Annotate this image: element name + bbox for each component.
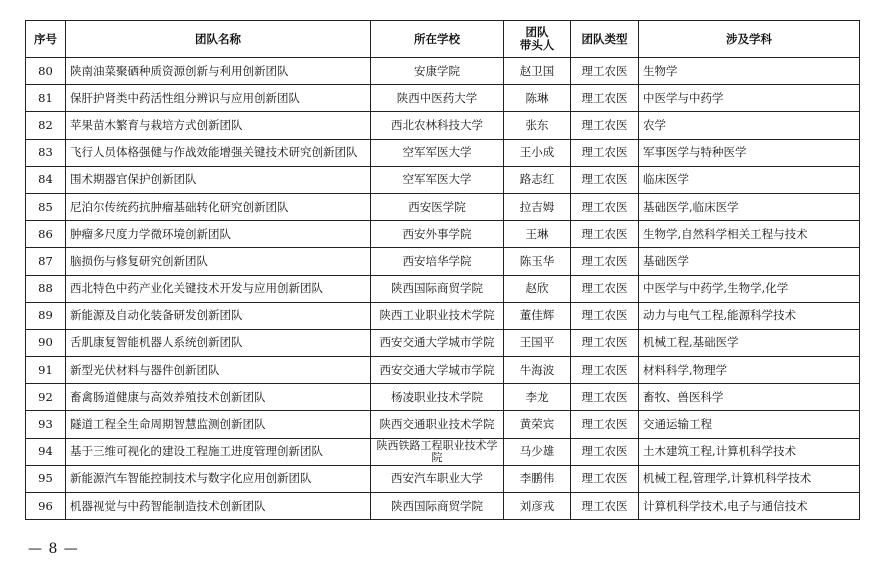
cell-no: 92 [26,384,66,411]
table-row [26,193,860,220]
cell-no: 86 [26,221,66,248]
cell-team-name: 脑损伤与修复研究创新团队 [66,248,371,275]
cell-team-type: 理工农医 [571,302,639,329]
cell-team-type: 理工农医 [571,438,639,465]
cell-leader: 董佳辉 [504,302,571,329]
cell-discipline: 临床医学 [639,166,860,193]
cell-school: 陕西国际商贸学院 [371,275,504,302]
cell-team-type: 理工农医 [571,248,639,275]
cell-team-name: 舌肌康复智能机器人系统创新团队 [66,329,371,356]
cell-discipline: 机械工程,基础医学 [639,329,860,356]
cell-leader: 牛海波 [504,357,571,384]
cell-no: 84 [26,166,66,193]
cell-no: 87 [26,248,66,275]
cell-leader: 拉吉姆 [504,193,571,220]
header-discipline: 涉及学科 [639,21,860,58]
table-row [26,465,860,492]
cell-school: 西安汽车职业大学 [371,465,504,492]
cell-no: 88 [26,275,66,302]
cell-team-name: 飞行人员体格强健与作战效能增强关键技术研究创新团队 [66,139,371,166]
cell-no: 80 [26,58,66,85]
table-row [26,357,860,384]
cell-discipline: 交通运输工程 [639,411,860,438]
cell-team-name: 基于三维可视化的建设工程施工进度管理创新团队 [66,438,371,465]
cell-team-name: 陕南油菜聚硒种质资源创新与利用创新团队 [66,58,371,85]
cell-team-name: 机器视觉与中药智能制造技术创新团队 [66,493,371,520]
cell-leader: 黄荣宾 [504,411,571,438]
cell-team-type: 理工农医 [571,357,639,384]
cell-leader: 马少雄 [504,438,571,465]
cell-team-type: 理工农医 [571,193,639,220]
cell-discipline: 中医学与中药学 [639,85,860,112]
header-leader: 团队 带头人 [504,21,571,58]
cell-team-type: 理工农医 [571,493,639,520]
cell-team-name: 尼泊尔传统药抗肿瘤基础转化研究创新团队 [66,193,371,220]
cell-discipline: 土木建筑工程,计算机科学技术 [639,438,860,465]
cell-no: 93 [26,411,66,438]
cell-no: 94 [26,438,66,465]
cell-discipline: 基础医学,临床医学 [639,193,860,220]
cell-team-type: 理工农医 [571,221,639,248]
cell-leader: 张东 [504,112,571,139]
cell-leader: 李鹏伟 [504,465,571,492]
cell-no: 96 [26,493,66,520]
cell-school: 西安外事学院 [371,221,504,248]
cell-team-type: 理工农医 [571,384,639,411]
table-row [26,248,860,275]
table-row [26,493,860,520]
cell-team-type: 理工农医 [571,112,639,139]
table-row [26,58,860,85]
cell-team-name: 新能源汽车智能控制技术与数字化应用创新团队 [66,465,371,492]
cell-discipline: 军事医学与特种医学 [639,139,860,166]
cell-leader: 刘彦戎 [504,493,571,520]
table-row [26,411,860,438]
header-team-name: 团队名称 [66,21,371,58]
cell-team-type: 理工农医 [571,166,639,193]
cell-team-name: 保肝护肾类中药活性组分辨识与应用创新团队 [66,85,371,112]
cell-school: 西安交通大学城市学院 [371,357,504,384]
header-team-type: 团队类型 [571,21,639,58]
cell-team-name: 新型光伏材料与器件创新团队 [66,357,371,384]
cell-school: 西北农林科技大学 [371,112,504,139]
cell-school: 陕西交通职业技术学院 [371,411,504,438]
cell-team-name: 隧道工程全生命周期智慧监测创新团队 [66,411,371,438]
table-header-row [26,21,860,58]
cell-no: 95 [26,465,66,492]
table-row [26,85,860,112]
header-school: 所在学校 [371,21,504,58]
cell-school: 陕西工业职业技术学院 [371,302,504,329]
cell-team-name: 围术期器官保护创新团队 [66,166,371,193]
cell-school: 空军军医大学 [371,166,504,193]
table-row [26,112,860,139]
cell-school: 陕西国际商贸学院 [371,493,504,520]
cell-team-name: 畜禽肠道健康与高效养殖技术创新团队 [66,384,371,411]
cell-team-type: 理工农医 [571,329,639,356]
cell-team-type: 理工农医 [571,85,639,112]
cell-team-name: 肿瘤多尺度力学微环境创新团队 [66,221,371,248]
cell-no: 90 [26,329,66,356]
cell-school: 西安培华学院 [371,248,504,275]
cell-no: 89 [26,302,66,329]
table-row [26,166,860,193]
cell-discipline: 材料科学,物理学 [639,357,860,384]
teams-table [25,20,860,520]
cell-school: 陕西铁路工程职业技术学院 [371,438,504,465]
cell-school: 安康学院 [371,58,504,85]
cell-discipline: 机械工程,管理学,计算机科学技术 [639,465,860,492]
cell-no: 81 [26,85,66,112]
cell-school: 陕西中医药大学 [371,85,504,112]
cell-leader: 李龙 [504,384,571,411]
cell-no: 83 [26,139,66,166]
cell-no: 91 [26,357,66,384]
header-no: 序号 [26,21,66,58]
cell-discipline: 基础医学 [639,248,860,275]
cell-leader: 路志红 [504,166,571,193]
page-number: — 8 — [28,541,79,557]
cell-leader: 王小成 [504,139,571,166]
table-row [26,275,860,302]
cell-discipline: 生物学 [639,58,860,85]
cell-team-name: 苹果苗木繁育与栽培方式创新团队 [66,112,371,139]
cell-discipline: 农学 [639,112,860,139]
table-row [26,329,860,356]
cell-leader: 王国平 [504,329,571,356]
cell-discipline: 中医学与中药学,生物学,化学 [639,275,860,302]
table-row [26,139,860,166]
cell-leader: 赵卫国 [504,58,571,85]
table-row [26,438,860,465]
cell-team-name: 西北特色中药产业化关键技术开发与应用创新团队 [66,275,371,302]
cell-team-type: 理工农医 [571,275,639,302]
table-row [26,302,860,329]
cell-team-type: 理工农医 [571,465,639,492]
table-row [26,384,860,411]
cell-leader: 王琳 [504,221,571,248]
cell-no: 82 [26,112,66,139]
cell-discipline: 计算机科学技术,电子与通信技术 [639,493,860,520]
cell-discipline: 畜牧、兽医科学 [639,384,860,411]
cell-discipline: 动力与电气工程,能源科学技术 [639,302,860,329]
cell-team-type: 理工农医 [571,411,639,438]
cell-team-name: 新能源及自动化装备研发创新团队 [66,302,371,329]
table-body [26,58,860,520]
cell-leader: 陈琳 [504,85,571,112]
cell-team-type: 理工农医 [571,58,639,85]
cell-school: 西安交通大学城市学院 [371,329,504,356]
cell-school: 杨凌职业技术学院 [371,384,504,411]
cell-no: 85 [26,193,66,220]
table-row [26,221,860,248]
cell-school: 西安医学院 [371,193,504,220]
cell-leader: 陈玉华 [504,248,571,275]
cell-leader: 赵欣 [504,275,571,302]
cell-discipline: 生物学,自然科学相关工程与技术 [639,221,860,248]
cell-school: 空军军医大学 [371,139,504,166]
cell-team-type: 理工农医 [571,139,639,166]
